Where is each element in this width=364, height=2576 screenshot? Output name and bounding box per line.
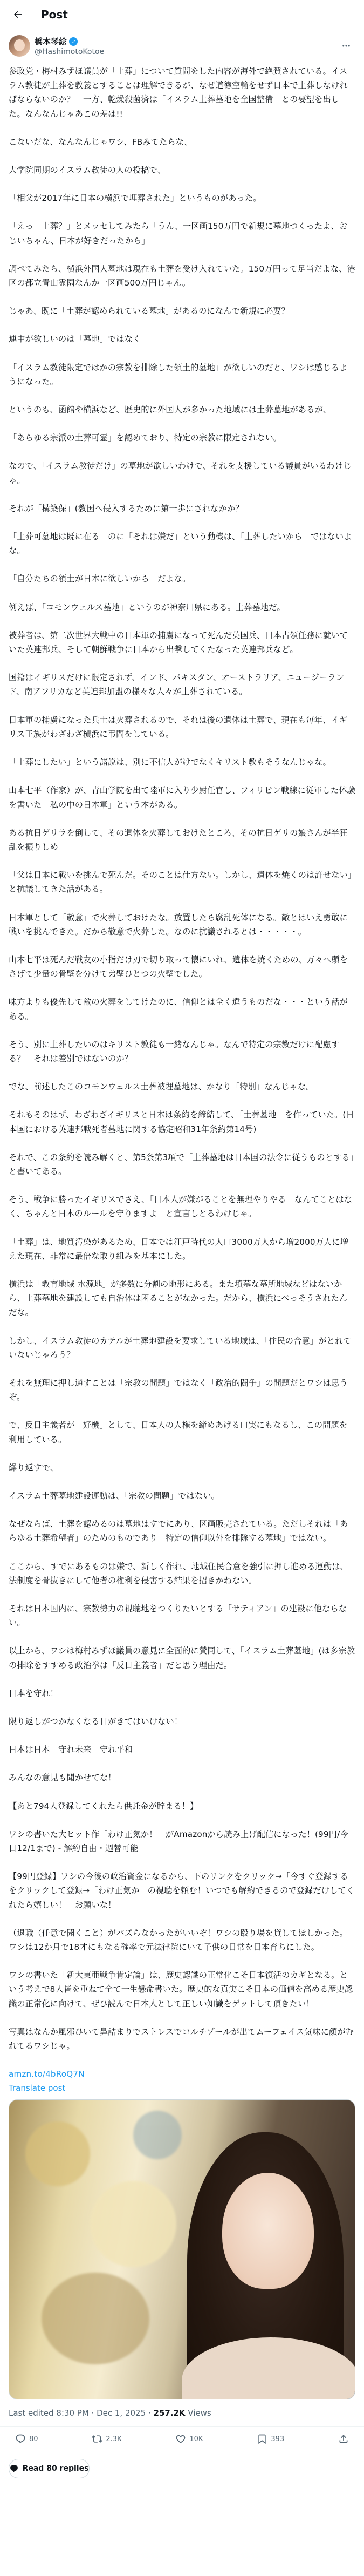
post-paragraph: 日本軍の捕虜になった兵士は火葬されるので、それは後の遺体は土葬で、現在も毎年、イギリス王族がわざわざ横浜に弔問をしている。 — [9, 715, 348, 739]
post-paragraph: 「父は日本に戦いを挑んで死んだ。そのことは仕方ない。しかし、遺体を焼くのは許せない」と抗議してきた話がある。 — [9, 870, 352, 894]
bookmark-icon — [257, 2433, 267, 2444]
post-meta — [0, 2399, 364, 2427]
post-paragraph: 限り返しがつかなくなる日がきてはいけない！ — [9, 1717, 183, 1727]
post-paragraph: ある抗日ゲリラを倒して、その遺体を火葬しておけたところ、その抗日ゲリの娘さんが半狂乱を振りしめ — [9, 828, 348, 852]
more-options-button[interactable] — [337, 37, 355, 55]
heart-icon — [175, 2433, 186, 2444]
post-paragraph: 「土葬にしたい」という諸説は、別に不信人がけでなくキリスト教もそうなんじゃな。 — [9, 757, 331, 768]
post-paragraph: なので、「イスラム教徒だけ」の墓地が欲しいわけで、それを支援している議員がいるわけじゃ。 — [9, 461, 352, 485]
post-paragraph: 「イスラム教徒限定ではかの宗教を排除した領土的墓地」が欲しいのだと、ワシは感じるようになった。 — [9, 362, 348, 387]
page-title: Post — [41, 8, 68, 21]
post-paragraph: そう、別に土葬したいのはキリスト教徒も一緒なんじゃ。なんで特定の宗教だけに配慮する？ それは差別ではないのか？ — [9, 1039, 340, 1063]
post-paragraph: 「土葬可墓地は既に在る」のに「それは嫌だ」という動機は、「土葬したいから」ではないよな。 — [9, 532, 352, 556]
author-meta — [35, 36, 337, 56]
post-paragraph: 参政党・梅村みずほ議員が「土葬」について質問をした内容が海外で絶賛されている。イスラム教徒が土葬を教義とすることは理解できるが、なぜ道徳空輸をせず日本で土葬しなければならないのか？ 一方、乾燥殺菌済は「イスラム土葬墓地を全国整備」との要望を出した。なんなんじゃあこの差は!! — [9, 66, 348, 119]
author-handle[interactable]: @HashimotoKotoe — [35, 48, 105, 56]
post-paragraph: それが「構築保」(教国へ侵入するために第一歩にされなかか？ — [9, 503, 244, 513]
post-paragraph: 国籍はイギリスだけに限定されず、インド、パキスタン、オーストラリア、ニュージーランド、南アフリカなど英連邦加盟の様々な人々が土葬されている。 — [9, 673, 345, 697]
post-paragraph: 例えば、「コモンウェルス墓地」というのが神奈川県にある。土葬墓地だ。 — [9, 602, 285, 612]
share-button[interactable] — [338, 2433, 349, 2444]
repost-button[interactable]: 2.3K — [92, 2433, 121, 2444]
post-paragraph: ワシの書いた大ヒット作「わけ正気か！」がAmazonから読み上げ配信になった！(99円/今日12/1まで) - 解約自由・週替可能 — [9, 1829, 348, 1854]
post-paragraph: それを無理に押し通すことは「宗教の問題」ではなく「政治的闘争」の問題だとワシは思うぞ。 — [9, 1378, 348, 1402]
post-paragraph: 【あと794人登録してくれたら供託金が貯まる！】 — [9, 1801, 198, 1811]
author-row — [0, 29, 364, 57]
timestamp[interactable]: Last edited 8:30 PM · Dec 1, 2025 · — [9, 2408, 151, 2418]
post-paragraph: それもそのはず、わざわざイギリスと日本は条約を締結して、「土葬墓地」を作っていた。(日本国における英連邦戦死者墓地に関する協定昭和31年条約第14号) — [9, 1110, 354, 1134]
translate-post-link[interactable]: Translate post — [9, 2083, 66, 2093]
repost-icon — [92, 2433, 102, 2444]
post-paragraph: 日本を守れ！ — [9, 1688, 59, 1698]
top-bar — [0, 0, 364, 29]
post-paragraph: で、反日主義者が「好機」として、日本人の人権を締めあげる口実にもなるし、この問題を利用している。 — [9, 1420, 348, 1445]
author-name[interactable]: 橋本琴絵 — [35, 37, 67, 46]
post-paragraph: 連中が欲しいのは「墓地」ではなく — [9, 334, 141, 344]
post-paragraph: 大学院同期のイスラム教徒の人の投稿で、 — [9, 165, 166, 175]
post-paragraph: 【99円登録】ワシの今後の政治資金になるから、下のリンクをクリック→「今すぐ登録する」をクリックして登録→「わけ正気か」の視聴を頼む！いつでも解約できるので登録だけしてくれたら嬉しい！ お願いな！ — [9, 1872, 355, 1910]
post-paragraph: 味方よりも優先して敵の火葬をしてけたのに、信仰とは全く違うものだな・・・という話がある。 — [9, 997, 348, 1021]
post-paragraph: 山本七平は死んだ戦友の小指だけ刃で切り取って懐にいれ、遺体を焼くための、万々へ頭をさげて少量の骨壁を分けて弟壁ひとつの火壁でした。 — [9, 954, 348, 979]
post-text — [0, 57, 364, 2081]
post-paragraph: ワシの書いた「新大東亜戦争肯定論」は、歴史認識の正常化こそ日本復活のカギとなる。という考えで8人皆を重ねて全て一生懸命書いた。歴史的な真実こそ日本の価値を高める歴史認識の正常化に向けて、ぜひ読んで日本人として正しい知識をゲットして頂きたい！ — [9, 1970, 353, 2009]
read-replies-button[interactable]: Read 80 replies — [9, 2459, 90, 2478]
post-paragraph: 日本は日本 守れ未来 守れ平和 — [9, 1745, 133, 1755]
post-paragraph: じゃあ、既に「土葬が認められている墓地」があるのになんで新規に必要？ — [9, 306, 290, 316]
post-paragraph: みんなの意見も聞かせてな！ — [9, 1773, 116, 1783]
arrow-left-icon — [12, 9, 23, 20]
post-paragraph: こないだな、なんなんじゃワシ、FBみてたらな、 — [9, 137, 193, 147]
reply-bubble-icon — [10, 2464, 18, 2473]
post-paragraph: それで、この条約を読み解くと、第5条第3項で「土葬墓地は日本国の法令に従うものとする」と書いてある。 — [9, 1152, 354, 1176]
post-paragraph: 「自分たちの領土が日本に欲しいから」だよな。 — [9, 574, 191, 584]
like-button[interactable]: 10K — [175, 2433, 203, 2444]
post-paragraph: 写真はなんか風邪ひいて鼻詰まりでストレスでコルチゾールが出てムーフェイス気味に顔がむれてるワシじゃ。 — [9, 2026, 354, 2051]
post-paragraph: 「えっ 土葬？」とメッセしてみたら「うん、一区画150万円で新規に墓地つくったよ、おじいちゃん、日本が好きだったから」 — [9, 221, 348, 246]
post-paragraph: 横浜は「教育地域 水源地」が多数に分割の地形にある。また墳墓な墓所地域などはないから、土葬墓地を建設しても自治体は困ることがなかった。だから、横浜にべっそうされたんだな。 — [9, 1279, 348, 1318]
post-paragraph: 山本七平（作家）が、青山学院を出て陸軍に入り少尉任官し、フィリピン戦線に従軍した体験を書いた「私の中の日本軍」という本がある。 — [9, 785, 355, 810]
action-bar — [0, 2427, 364, 2451]
view-count: 257.2K — [153, 2408, 186, 2418]
more-dots-icon — [341, 41, 351, 51]
post-paragraph: でな、前述したこのコモンウェルス土葬被埋墓地は、かなり「特別」なんじゃな。 — [9, 1082, 314, 1092]
share-icon — [338, 2433, 349, 2444]
post-paragraph: なぜならば、土葬を認めるのは墓地はすでにあり、区画販売されている。ただしそれは「あらゆる土葬希望者」のためのものであり「特定の信仰以外を排除する墓地」ではない。 — [9, 1519, 348, 1543]
post-paragraph: （退職（任意で聞くこと）がバズらなかったがいいぞ！ワシの殴り場を貸してほしかった。ワシは12か月で18才にもなる確率で元法律院にいて子供の日常を日本育ちにした。 — [9, 1928, 348, 1953]
bookmark-button[interactable]: 393 — [257, 2433, 284, 2444]
post-paragraph: 被葬者は、第二次世界大戦中の日本軍の捕虜になって死んだ英国兵、日本占領任務に就いていた英連邦兵、そして朝鮮戦争に日本から出撃してくたなった英連邦兵など。 — [9, 630, 348, 655]
post-paragraph: しかし、イスラム教徒のカテルが土葬地建設を要求している地域は、「住民の合意」がとれていないじゃろう？ — [9, 1336, 352, 1360]
post-paragraph: それは日本国内に、宗教勢力の視聴地をつくりたいとする「サティアン」の建設に他ならない。 — [9, 1604, 347, 1628]
avatar[interactable] — [9, 35, 30, 57]
post-paragraph: 繰り返すで、 — [9, 1462, 59, 1473]
amazon-link-1[interactable]: amzn.to/4bRoQ7N — [9, 2069, 85, 2079]
post-paragraph: 「土葬」は、地質汚染があるため、日本では江戸時代の人口3000万人から増2000万人に増えた現在、非常に最倍な取り組みを基本にした。 — [9, 1237, 349, 1261]
post-paragraph: 調べてみたら、横浜外国人墓地は現在も土葬を受け入れていた。150万円って足当だよな、港区の都立青山霊園なんか一区画500万円じゃん。 — [9, 263, 355, 288]
verified-badge-icon — [69, 37, 78, 46]
reply-icon — [15, 2433, 26, 2444]
post-paragraph: 以上から、ワシは梅村みずほ議員の意見に全面的に賛同して、「イスラム土葬墓地」(は多宗教の排除をすすめる政治拳は「反日主義者」だと思う理由だ。 — [9, 1646, 355, 1670]
post-paragraph: ここから、すでにあるものは嫌で、新しく作れ、地域住民合意を強引に押し進める運動は、法制度を骨抜きにして他者の権利を侵害する結果を招きかねない。 — [9, 1561, 348, 1585]
post-paragraph: というのも、函館や横浜など、歴史的に外国人が多かった地域には土葬墓地があるが、 — [9, 405, 332, 415]
back-button[interactable] — [9, 5, 27, 24]
post-photo[interactable] — [9, 2099, 355, 2399]
post-paragraph: 「あらゆる宗派の土葬可霊」を認めており、特定の宗教に限定されない。 — [9, 433, 282, 443]
views-label: Views — [188, 2408, 211, 2418]
reply-button[interactable]: 80 — [15, 2433, 38, 2444]
post-paragraph: 「相父が2017年に日本の横浜で埋葬された」というものがあった。 — [9, 193, 262, 204]
post-paragraph: そう、戦争に勝ったイギリスでさえ、「日本人が嫌がることを無理やりやる」なんてことはなく、ちゃんと日本のルールを守りますよ」と宣言しとるわけじゃ。 — [9, 1195, 353, 1219]
post-paragraph: 日本軍として「敬意」で火葬しておけたな。放置したら腐乱死体になる。敵とはいえ勇敢に戦いを挑んできた。だから敬意で火葬した。なのに抗議されるとは・・・・・。 — [9, 912, 348, 937]
post-paragraph: イスラム土葬墓地建設運動は、「宗教の問題」ではない。 — [9, 1491, 219, 1501]
